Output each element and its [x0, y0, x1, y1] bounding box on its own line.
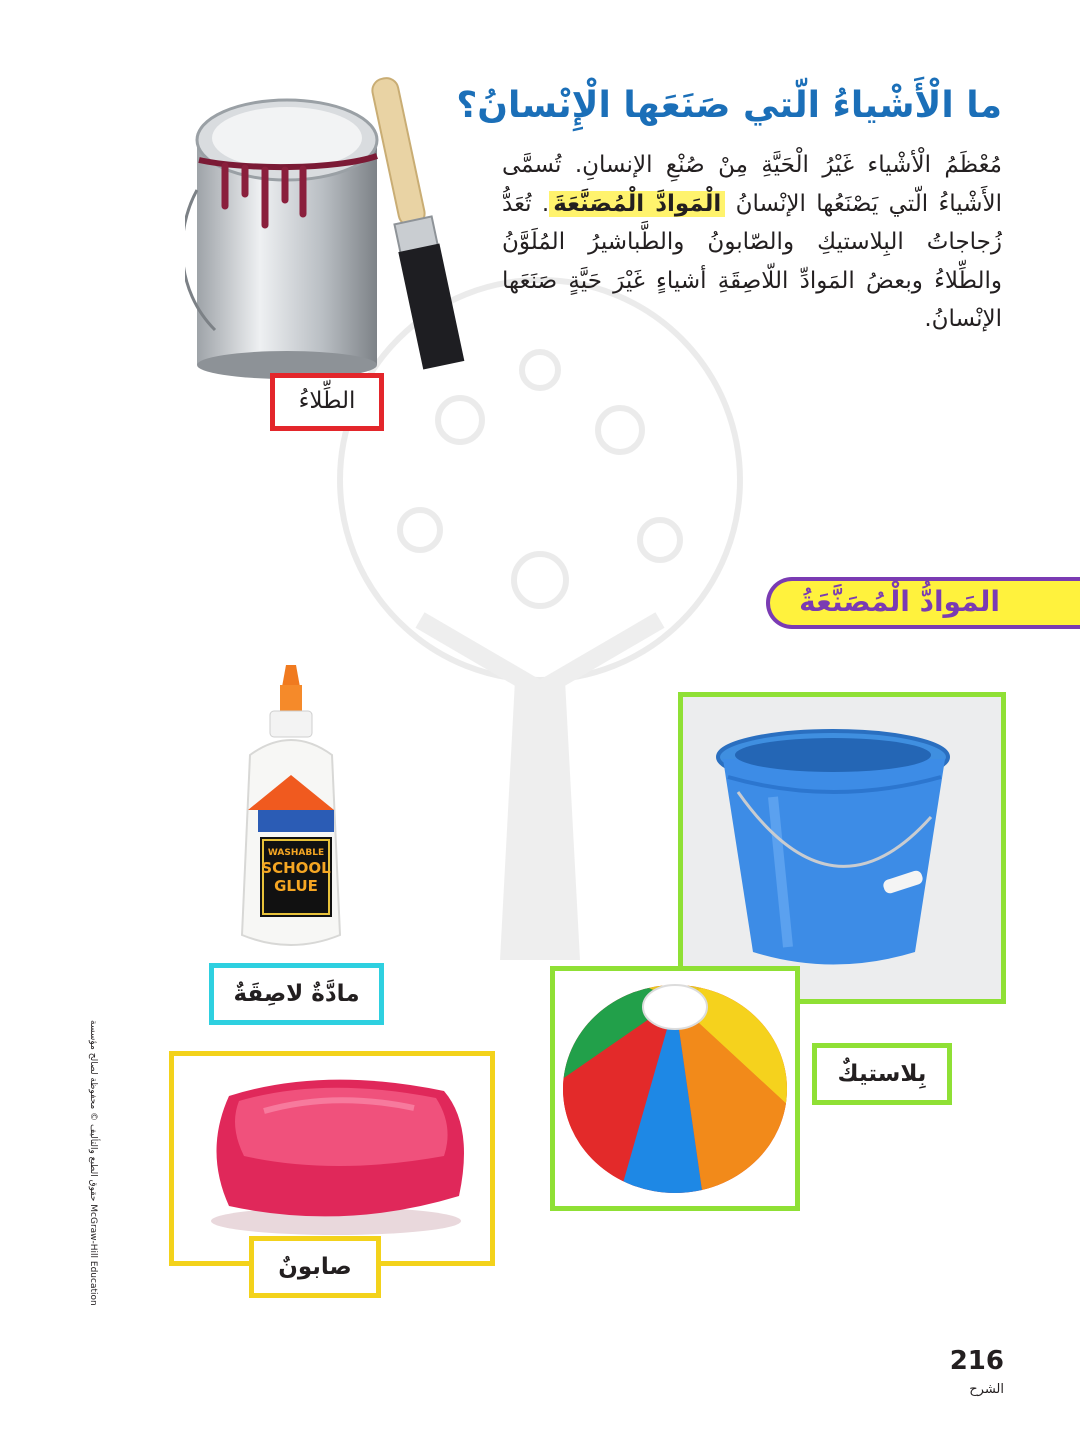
photo-frame-bucket — [678, 692, 1006, 1004]
copyright-text: حقوق الطبع والتأليف © محفوظة لصالح مؤسسة McGraw-Hill Education — [88, 1020, 98, 1306]
photo-frame-beach-ball — [550, 966, 800, 1211]
glue-bottle-line1: WASHABLE — [267, 848, 325, 858]
body-paragraph — [502, 146, 1002, 339]
label-plastic: بِلاستيكٌ — [812, 1043, 952, 1105]
glue-bottle-image — [236, 665, 346, 955]
key-term-highlight: الْمَوادَّ الْمُصَنَّعَةَ — [549, 191, 725, 217]
soap-image — [174, 1056, 490, 1261]
photo-frame-soap — [169, 1051, 495, 1266]
page-title: ما الْأَشْياءُ الّتي صَنَعَها الْإِنْسانُ؟ — [456, 85, 1002, 126]
bucket-image — [683, 697, 1001, 999]
paragraph-part2: . تُعَدُّ زُجاجاتُ البِلاستيكِ والصّابونُ والطَّباشيرُ المُلَوَّنُ والطِّلاءُ وبعضُ المَوادِّ اللّاصِقَةِ أشياءٍ غَيْرَ حَيَّةٍ صَنَعَها الإنْسانُ. — [502, 190, 1002, 332]
beach-ball-image — [555, 971, 795, 1206]
page-number: 216 — [949, 1346, 1004, 1376]
glue-bottle-line3: GLUE — [274, 877, 318, 895]
label-soap: صابونٌ — [249, 1236, 381, 1298]
paragraph-part1: مُعْظَمُ الْأشْياء غَيْرُ الْحَيَّةِ مِنْ صُنْعِ الإنسانِ. تُسمَّى الأَشْياءُ الّتي يَصْنَعُها الإنْسانُ — [502, 152, 1002, 217]
glue-bottle-line2: SCHOOL — [261, 859, 331, 877]
paint-can-image — [185, 70, 475, 380]
label-paint: الطِّلاءُ — [270, 373, 384, 431]
section-banner-text: المَوادُّ الْمُصَنَّعَةُ — [799, 585, 1000, 618]
page-section-label: الشرح — [969, 1382, 1004, 1397]
copyright-credit — [84, 1020, 102, 1330]
label-glue: مادَّةٌ لاصِقَةٌ — [209, 963, 384, 1025]
